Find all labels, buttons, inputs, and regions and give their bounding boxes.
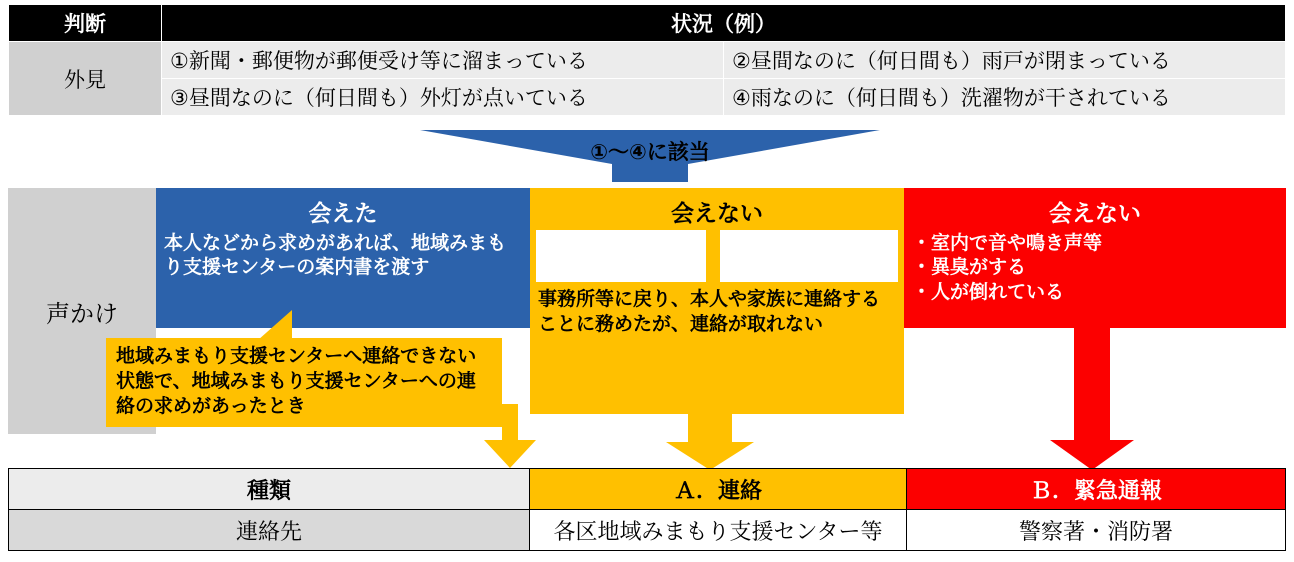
column-notmet-title: 会えない xyxy=(671,200,763,226)
table-row xyxy=(9,79,1286,116)
row-label-voice: 声かけ xyxy=(8,188,156,434)
bottom-header-emergency: Ｂ．緊急通報 xyxy=(907,469,1286,510)
column-emergency xyxy=(904,188,1286,328)
column-emergency-body: ・室内で音や鳴き声等 ・異臭がする ・人が倒れている xyxy=(912,233,1103,303)
contact-table xyxy=(8,468,1286,551)
bottom-row-label: 連絡先 xyxy=(9,510,530,551)
column-notmet-body: 事務所等に戻り、本人や家族に連絡することに務めたが、連絡が取れない xyxy=(538,289,881,335)
header-situation: 状況（例） xyxy=(162,5,1286,42)
yellow-gap-spacers xyxy=(530,230,904,282)
column-met-title: 会えた xyxy=(308,200,378,226)
table-row xyxy=(9,5,1286,42)
callout-tail xyxy=(258,310,292,340)
response-band xyxy=(8,188,1286,335)
situation-cell-2: ②昼間なのに（何日間も）雨戸が閉まっている xyxy=(724,42,1286,79)
column-met xyxy=(156,188,530,328)
row-label-appearance: 外見 xyxy=(9,42,162,116)
table-row xyxy=(9,469,1286,510)
bottom-header-contact: Ａ．連絡 xyxy=(530,469,907,510)
bottom-value-contact: 各区地域みまもり支援センター等 xyxy=(530,510,907,551)
situation-cell-4: ④雨なのに（何日間も）洗濯物が干されている xyxy=(724,79,1286,116)
table-row xyxy=(9,42,1286,79)
arrow-notmet-to-contact xyxy=(660,414,760,470)
funnel-arrow xyxy=(420,130,880,182)
arrow-emergency-to-report xyxy=(1042,328,1142,470)
arrow-callout-to-contact xyxy=(456,404,576,470)
gap-box-right xyxy=(720,230,898,282)
gap-box-left xyxy=(536,230,706,282)
table-row xyxy=(9,510,1286,551)
appearance-table xyxy=(8,4,1286,116)
situation-cell-1: ①新聞・郵便物が郵便受け等に溜まっている xyxy=(162,42,724,79)
callout-center-request: 地域みまもり支援センターへ連絡できない状態で、地域みまもり支援センターへの連絡の求めがあったとき xyxy=(106,338,502,427)
column-emergency-title: 会えない xyxy=(1049,200,1141,226)
column-met-body: 本人などから求めがあれば、地域みまもり支援センターの案内書を渡す xyxy=(164,233,507,279)
bottom-header-type: 種類 xyxy=(9,469,530,510)
funnel-label: ①～④に該当 xyxy=(590,141,710,164)
situation-cell-3: ③昼間なのに（何日間も）外灯が点いている xyxy=(162,79,724,116)
bottom-value-emergency: 警察著・消防署 xyxy=(907,510,1286,551)
header-judgement: 判断 xyxy=(9,5,162,42)
